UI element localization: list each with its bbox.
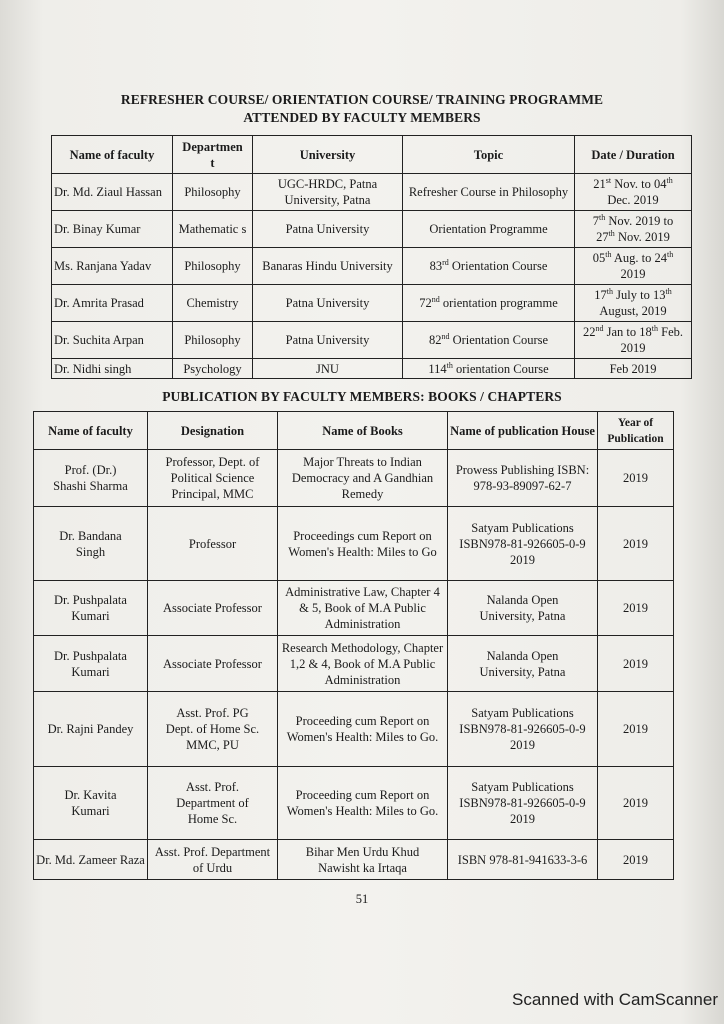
- table-row: [52, 322, 692, 359]
- header-year: Year of Publication: [598, 412, 674, 450]
- faculty-name: Dr. Md. Zameer Raza: [34, 840, 148, 880]
- department: Philosophy: [173, 322, 253, 359]
- university: JNU: [253, 359, 403, 379]
- university: Patna University: [253, 211, 403, 248]
- date-duration: 05th Aug. to 24th 2019: [575, 248, 692, 285]
- table-row: [52, 248, 692, 285]
- designation: Asst. Prof. Department of Home Sc.: [148, 767, 278, 840]
- faculty-name: Ms. Ranjana Yadav: [52, 248, 173, 285]
- book-name: Bihar Men Urdu Khud Nawisht ka Irtaqa: [278, 840, 448, 880]
- header-name-of-faculty: Name of faculty: [34, 412, 148, 450]
- date-duration: 17th July to 13th August, 2019: [575, 285, 692, 322]
- header-publication-house: Name of publication House: [448, 412, 598, 450]
- publication-house: Satyam Publications ISBN978-81-926605-0-9 2019: [448, 767, 598, 840]
- faculty-name: Dr. Md. Ziaul Hassan: [52, 174, 173, 211]
- table-row: [52, 211, 692, 248]
- table-row: [34, 581, 674, 636]
- department: Philosophy: [173, 248, 253, 285]
- university: Banaras Hindu University: [253, 248, 403, 285]
- faculty-name: Dr. Bandana Singh: [34, 507, 148, 581]
- department: Mathematic s: [173, 211, 253, 248]
- faculty-name: Dr. Pushpalata Kumari: [34, 636, 148, 692]
- book-name: Major Threats to Indian Democracy and A Gandhian Remedy: [278, 450, 448, 507]
- section-title-line1: REFRESHER COURSE/ ORIENTATION COURSE/ TRAINING PROGRAMME: [120, 92, 604, 107]
- designation: Professor, Dept. of Political Science Principal, MMC: [148, 450, 278, 507]
- faculty-name: Dr. Nidhi singh: [52, 359, 173, 379]
- designation: Professor: [148, 507, 278, 581]
- faculty-name: Prof. (Dr.) Shashi Sharma: [34, 450, 148, 507]
- table-row: [52, 174, 692, 211]
- topic: Orientation Programme: [403, 211, 575, 248]
- table-row: [52, 285, 692, 322]
- table-row: [34, 692, 674, 767]
- faculty-name: Dr. Pushpalata Kumari: [34, 581, 148, 636]
- refresher-course-table: [51, 135, 692, 379]
- year: 2019: [598, 840, 674, 880]
- table-row: [52, 359, 692, 379]
- header-name-of-books: Name of Books: [278, 412, 448, 450]
- publication-house: Nalanda Open University, Patna: [448, 581, 598, 636]
- publication-house: Satyam Publications ISBN978-81-926605-0-9 2019: [448, 692, 598, 767]
- date-duration: Feb 2019: [575, 359, 692, 379]
- table-row: [34, 507, 674, 581]
- designation: Asst. Prof. Department of Urdu: [148, 840, 278, 880]
- university: Patna University: [253, 285, 403, 322]
- book-name: Proceedings cum Report on Women's Health: Miles to Go: [278, 507, 448, 581]
- section-title-line2: ATTENDED BY FACULTY MEMBERS: [243, 110, 481, 125]
- publication-house: Nalanda Open University, Patna: [448, 636, 598, 692]
- header-date-duration: Date / Duration: [575, 136, 692, 174]
- book-name: Proceeding cum Report on Women's Health: Miles to Go.: [278, 767, 448, 840]
- topic: 114th orientation Course: [403, 359, 575, 379]
- topic: Refresher Course in Philosophy: [403, 174, 575, 211]
- table-header-row: [34, 412, 674, 450]
- header-department: Departmen t: [173, 136, 253, 174]
- department: Chemistry: [173, 285, 253, 322]
- faculty-name: Dr. Binay Kumar: [52, 211, 173, 248]
- camscanner-watermark: Scanned with CamScanner: [511, 990, 718, 1009]
- header-name-of-faculty: Name of faculty: [52, 136, 173, 174]
- year: 2019: [598, 450, 674, 507]
- designation: Asst. Prof. PG Dept. of Home Sc. MMC, PU: [148, 692, 278, 767]
- header-university: University: [253, 136, 403, 174]
- header-designation: Designation: [148, 412, 278, 450]
- date-duration: 22nd Jan to 18th Feb. 2019: [575, 322, 692, 359]
- year: 2019: [598, 692, 674, 767]
- publication-house: ISBN 978-81-941633-3-6: [448, 840, 598, 880]
- designation: Associate Professor: [148, 581, 278, 636]
- topic: 72nd orientation programme: [403, 285, 575, 322]
- faculty-name: Dr. Suchita Arpan: [52, 322, 173, 359]
- publication-house: Satyam Publications ISBN978-81-926605-0-9 2019: [448, 507, 598, 581]
- year: 2019: [598, 767, 674, 840]
- designation: Associate Professor: [148, 636, 278, 692]
- department: Psychology: [173, 359, 253, 379]
- book-name: Administrative Law, Chapter 4 & 5, Book of M.A Public Administration: [278, 581, 448, 636]
- year: 2019: [598, 636, 674, 692]
- university: UGC-HRDC, Patna University, Patna: [253, 174, 403, 211]
- date-duration: 7th Nov. 2019 to 27th Nov. 2019: [575, 211, 692, 248]
- publications-table: [33, 411, 674, 880]
- university: Patna University: [253, 322, 403, 359]
- publication-house: Prowess Publishing ISBN: 978-93-89097-62-7: [448, 450, 598, 507]
- topic: 82nd Orientation Course: [403, 322, 575, 359]
- table-header-row: [52, 136, 692, 174]
- year: 2019: [598, 507, 674, 581]
- book-name: Proceeding cum Report on Women's Health: Miles to Go.: [278, 692, 448, 767]
- year: 2019: [598, 581, 674, 636]
- topic: 83rd Orientation Course: [403, 248, 575, 285]
- table-row: [34, 840, 674, 880]
- table-row: [34, 767, 674, 840]
- publication-section-title: PUBLICATION BY FACULTY MEMBERS: BOOKS / CHAPTERS: [162, 389, 562, 404]
- table-row: [34, 450, 674, 507]
- page-number: 51: [355, 892, 369, 906]
- faculty-name: Dr. Amrita Prasad: [52, 285, 173, 322]
- faculty-name: Dr. Kavita Kumari: [34, 767, 148, 840]
- date-duration: 21st Nov. to 04th Dec. 2019: [575, 174, 692, 211]
- department: Philosophy: [173, 174, 253, 211]
- table-row: [34, 636, 674, 692]
- header-topic: Topic: [403, 136, 575, 174]
- book-name: Research Methodology, Chapter 1,2 & 4, Book of M.A Public Administration: [278, 636, 448, 692]
- faculty-name: Dr. Rajni Pandey: [34, 692, 148, 767]
